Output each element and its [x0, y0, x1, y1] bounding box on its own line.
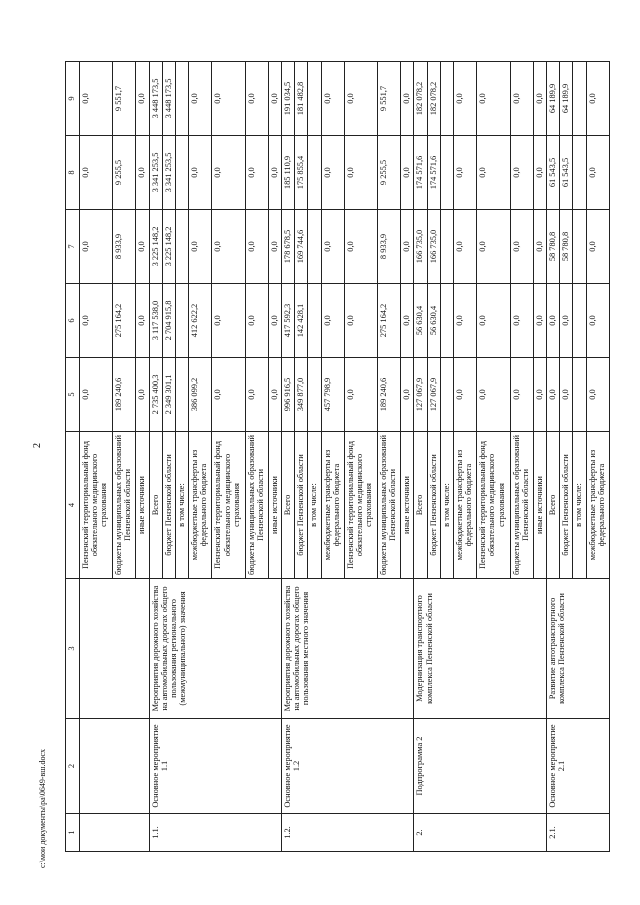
- row-number: 2.: [414, 814, 546, 852]
- amount-cell: 64 189,9: [546, 62, 559, 136]
- amount-cell: 0,0: [321, 136, 344, 210]
- amount-cell: 0,0: [245, 284, 268, 358]
- amount-cell: [440, 62, 453, 136]
- amount-cell: 3 117 538,0: [149, 284, 162, 358]
- amount-cell: 0,0: [401, 136, 414, 210]
- amount-cell: 0,0: [560, 284, 573, 358]
- funding-source: бюджет Пензенской области: [560, 432, 573, 579]
- amount-cell: 0,0: [533, 284, 546, 358]
- amount-cell: 412 622,2: [189, 284, 212, 358]
- funding-source: межбюджетные трансферты из федерального бюджета: [189, 432, 212, 579]
- amount-cell: 0,0: [212, 284, 245, 358]
- amount-cell: 0,0: [533, 358, 546, 432]
- amount-cell: 0,0: [510, 210, 533, 284]
- table-row: [546, 62, 559, 852]
- amount-cell: 0,0: [510, 136, 533, 210]
- amount-cell: 996 916,5: [282, 358, 295, 432]
- funding-source: Всего: [414, 432, 427, 579]
- row-title: [80, 719, 150, 814]
- amount-cell: 417 592,3: [282, 284, 295, 358]
- amount-cell: 0,0: [212, 358, 245, 432]
- row-title: Подпрограмма 2: [414, 719, 546, 814]
- amount-cell: 0,0: [477, 358, 510, 432]
- amount-cell: 189 240,6: [113, 358, 136, 432]
- amount-cell: 3 225 148,2: [162, 210, 175, 284]
- amount-cell: 9 551,7: [378, 62, 401, 136]
- amount-cell: 0,0: [268, 136, 281, 210]
- amount-cell: 0,0: [454, 210, 477, 284]
- amount-cell: 0,0: [510, 358, 533, 432]
- amount-cell: 0,0: [268, 284, 281, 358]
- amount-cell: 0,0: [245, 62, 268, 136]
- amount-cell: 166 735,0: [427, 210, 440, 284]
- amount-cell: [440, 284, 453, 358]
- row-title: Основное мероприятие 1.1: [149, 719, 281, 814]
- funding-source: Пензенский территориальный фонд обязательного медицинского страхования: [344, 432, 377, 579]
- amount-cell: [573, 62, 586, 136]
- amount-cell: 0,0: [344, 136, 377, 210]
- amount-cell: 0,0: [454, 358, 477, 432]
- funding-source: Пензенский территориальный фонд обязательного медицинского страхования: [212, 432, 245, 579]
- amount-cell: 0,0: [189, 136, 212, 210]
- funding-source: в том числе:: [440, 432, 453, 579]
- amount-cell: 174 571,6: [427, 136, 440, 210]
- amount-cell: [440, 136, 453, 210]
- amount-cell: 0,0: [212, 62, 245, 136]
- amount-cell: 386 099,2: [189, 358, 212, 432]
- amount-cell: 178 678,5: [282, 210, 295, 284]
- amount-cell: 0,0: [586, 136, 609, 210]
- amount-cell: 0,0: [477, 62, 510, 136]
- amount-cell: 8 933,9: [378, 210, 401, 284]
- row-description: Развитие автотранспортного комплекса Пензенской области: [546, 579, 609, 719]
- header-cell: 1: [66, 814, 80, 852]
- amount-cell: 182 078,2: [414, 62, 427, 136]
- funding-source: бюджет Пензенской области: [427, 432, 440, 579]
- amount-cell: 56 630,4: [414, 284, 427, 358]
- row-number: 2.1.: [546, 814, 609, 852]
- amount-cell: 0,0: [546, 284, 559, 358]
- amount-cell: [573, 136, 586, 210]
- amount-cell: 0,0: [321, 210, 344, 284]
- amount-cell: 9 255,5: [378, 136, 401, 210]
- header-cell: 6: [66, 284, 80, 358]
- amount-cell: [176, 210, 189, 284]
- amount-cell: 0,0: [454, 284, 477, 358]
- amount-cell: 0,0: [212, 210, 245, 284]
- header-cell: 2: [66, 719, 80, 814]
- row-number: 1.2.: [282, 814, 414, 852]
- amount-cell: 2 704 915,8: [162, 284, 175, 358]
- funding-source: иные источники: [268, 432, 281, 579]
- amount-cell: 0,0: [321, 62, 344, 136]
- header-cell: 3: [66, 579, 80, 719]
- amount-cell: [573, 284, 586, 358]
- amount-cell: 0,0: [401, 284, 414, 358]
- funding-source: в том числе:: [573, 432, 586, 579]
- header-cell: 8: [66, 136, 80, 210]
- funding-source: бюджеты муниципальных образований Пензенской области: [510, 432, 533, 579]
- amount-cell: 0,0: [510, 284, 533, 358]
- amount-cell: 0,0: [136, 284, 149, 358]
- amount-cell: 166 735,0: [414, 210, 427, 284]
- amount-cell: [573, 358, 586, 432]
- amount-cell: 127 067,9: [427, 358, 440, 432]
- amount-cell: 0,0: [245, 136, 268, 210]
- amount-cell: [308, 136, 321, 210]
- amount-cell: 3 448 173,5: [162, 62, 175, 136]
- row-description: Мероприятия дорожного хозяйства на автомобильных дорогах общего пользования регионального (межмуниципального) значения: [149, 579, 281, 719]
- row-description: [80, 579, 150, 719]
- table-row: [80, 62, 113, 852]
- amount-cell: 0,0: [136, 358, 149, 432]
- funding-source: межбюджетные трансферты из федерального бюджета: [586, 432, 609, 579]
- amount-cell: 185 110,9: [282, 136, 295, 210]
- funding-source: Всего: [546, 432, 559, 579]
- amount-cell: 0,0: [533, 136, 546, 210]
- row-description: Модернизация транспортного комплекса Пензенской области: [414, 579, 546, 719]
- table-header-row: [66, 62, 80, 852]
- funding-source: бюджеты муниципальных образований Пензенской области: [113, 432, 136, 579]
- amount-cell: 0,0: [533, 62, 546, 136]
- budget-table: [65, 61, 610, 852]
- amount-cell: 0,0: [401, 358, 414, 432]
- amount-cell: 0,0: [344, 358, 377, 432]
- header-cell: 7: [66, 210, 80, 284]
- amount-cell: 127 067,9: [414, 358, 427, 432]
- amount-cell: 3 225 148,2: [149, 210, 162, 284]
- amount-cell: 0,0: [586, 358, 609, 432]
- rotated-page-content: [65, 62, 610, 852]
- amount-cell: [176, 62, 189, 136]
- amount-cell: [573, 210, 586, 284]
- amount-cell: 0,0: [80, 62, 113, 136]
- amount-cell: 0,0: [245, 358, 268, 432]
- amount-cell: 58 780,8: [546, 210, 559, 284]
- amount-cell: 0,0: [212, 136, 245, 210]
- amount-cell: 0,0: [401, 62, 414, 136]
- amount-cell: 0,0: [189, 62, 212, 136]
- amount-cell: 3 341 253,5: [162, 136, 175, 210]
- funding-source: бюджет Пензенской области: [162, 432, 175, 579]
- amount-cell: 0,0: [344, 62, 377, 136]
- funding-source: Всего: [282, 432, 295, 579]
- amount-cell: 0,0: [477, 284, 510, 358]
- amount-cell: 0,0: [268, 358, 281, 432]
- amount-cell: 142 428,1: [295, 284, 308, 358]
- amount-cell: 189 240,6: [378, 358, 401, 432]
- amount-cell: 175 855,4: [295, 136, 308, 210]
- page-number: 2: [32, 443, 43, 448]
- row-description: Мероприятия дорожного хозяйства на автомобильных дорогах общего пользования местного значения: [282, 579, 414, 719]
- amount-cell: 0,0: [586, 210, 609, 284]
- table-row: [282, 62, 295, 852]
- funding-source: межбюджетные трансферты из федерального бюджета: [321, 432, 344, 579]
- amount-cell: 9 255,5: [113, 136, 136, 210]
- amount-cell: 0,0: [80, 284, 113, 358]
- amount-cell: 0,0: [586, 284, 609, 358]
- amount-cell: 56 630,4: [427, 284, 440, 358]
- amount-cell: 0,0: [268, 62, 281, 136]
- amount-cell: 181 482,8: [295, 62, 308, 136]
- amount-cell: 3 448 173,5: [149, 62, 162, 136]
- funding-source: в том числе:: [308, 432, 321, 579]
- amount-cell: 349 877,0: [295, 358, 308, 432]
- funding-source: бюджеты муниципальных образований Пензенской области: [378, 432, 401, 579]
- amount-cell: [308, 358, 321, 432]
- amount-cell: [308, 210, 321, 284]
- amount-cell: 275 164,2: [113, 284, 136, 358]
- amount-cell: 0,0: [477, 210, 510, 284]
- row-number: [80, 814, 150, 852]
- amount-cell: 191 034,5: [282, 62, 295, 136]
- amount-cell: 457 798,9: [321, 358, 344, 432]
- amount-cell: 0,0: [344, 210, 377, 284]
- amount-cell: 275 164,2: [378, 284, 401, 358]
- amount-cell: 8 933,9: [113, 210, 136, 284]
- funding-source: бюджет Пензенской области: [295, 432, 308, 579]
- amount-cell: 0,0: [510, 62, 533, 136]
- amount-cell: 169 744,6: [295, 210, 308, 284]
- funding-source: Всего: [149, 432, 162, 579]
- amount-cell: [440, 358, 453, 432]
- amount-cell: 2 735 400,3: [149, 358, 162, 432]
- row-title: Основное мероприятие 2.1: [546, 719, 609, 814]
- amount-cell: 9 551,7: [113, 62, 136, 136]
- amount-cell: 0,0: [454, 62, 477, 136]
- amount-cell: 64 189,9: [560, 62, 573, 136]
- row-number: 1.1.: [149, 814, 281, 852]
- amount-cell: 0,0: [546, 358, 559, 432]
- amount-cell: 0,0: [189, 210, 212, 284]
- amount-cell: [176, 284, 189, 358]
- amount-cell: 0,0: [560, 358, 573, 432]
- amount-cell: 61 543,5: [546, 136, 559, 210]
- amount-cell: [176, 136, 189, 210]
- funding-source: межбюджетные трансферты из федерального бюджета: [454, 432, 477, 579]
- funding-source: иные источники: [401, 432, 414, 579]
- amount-cell: [308, 284, 321, 358]
- amount-cell: 0,0: [268, 210, 281, 284]
- amount-cell: 0,0: [80, 358, 113, 432]
- funding-source: иные источники: [533, 432, 546, 579]
- amount-cell: 61 543,5: [560, 136, 573, 210]
- amount-cell: [440, 210, 453, 284]
- amount-cell: 0,0: [477, 136, 510, 210]
- amount-cell: 0,0: [321, 284, 344, 358]
- amount-cell: 0,0: [136, 136, 149, 210]
- funding-source: бюджеты муниципальных образований Пензенской области: [245, 432, 268, 579]
- funding-source: Пензенский территориальный фонд обязательного медицинского страхования: [477, 432, 510, 579]
- amount-cell: 0,0: [454, 136, 477, 210]
- amount-cell: 174 571,6: [414, 136, 427, 210]
- amount-cell: 0,0: [136, 210, 149, 284]
- amount-cell: 0,0: [401, 210, 414, 284]
- row-title: Основное мероприятие 1.2: [282, 719, 414, 814]
- header-cell: 5: [66, 358, 80, 432]
- funding-source: в том числе:: [176, 432, 189, 579]
- amount-cell: [176, 358, 189, 432]
- amount-cell: 0,0: [80, 136, 113, 210]
- amount-cell: 0,0: [344, 284, 377, 358]
- amount-cell: 182 078,2: [427, 62, 440, 136]
- amount-cell: 0,0: [245, 210, 268, 284]
- amount-cell: 3 341 253,5: [149, 136, 162, 210]
- funding-source: Пензенский территориальный фонд обязательного медицинского страхования: [80, 432, 113, 579]
- amount-cell: [308, 62, 321, 136]
- funding-source: иные источники: [136, 432, 149, 579]
- header-cell: 9: [66, 62, 80, 136]
- table-row: [414, 62, 427, 852]
- amount-cell: 0,0: [586, 62, 609, 136]
- amount-cell: 0,0: [533, 210, 546, 284]
- amount-cell: 2 349 301,1: [162, 358, 175, 432]
- amount-cell: 58 780,8: [560, 210, 573, 284]
- header-cell: 4: [66, 432, 80, 579]
- amount-cell: 0,0: [136, 62, 149, 136]
- table-row: [149, 62, 162, 852]
- amount-cell: 0,0: [80, 210, 113, 284]
- footer-file-path: c:\мои документы\ра\0649-вш.docx: [38, 749, 47, 868]
